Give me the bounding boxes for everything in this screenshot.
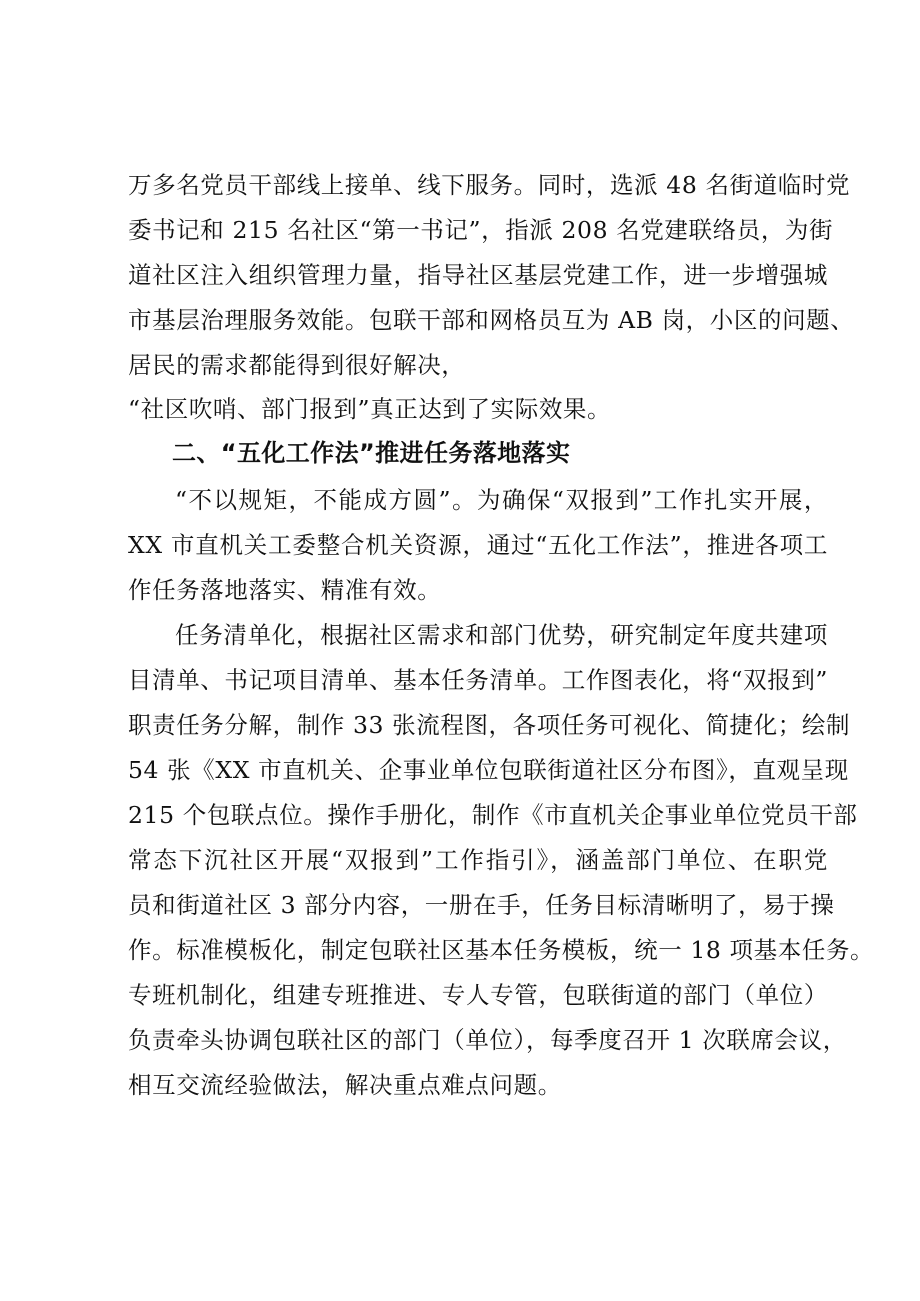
paragraph-line-11: 目清单、书记项目清单、基本任务清单。工作图表化，将“双报到” [128, 666, 829, 694]
paragraph-line-20: 相互交流经验做法，解决重点难点问题。 [128, 1071, 562, 1099]
paragraph-line-4: 市基层治理服务效能。包联干部和网格员互为 AB 岗，小区的问题、 [128, 306, 855, 334]
paragraph-line-14: 215 个包联点位。操作手册化，制作《市直机关企事业单位党员干部 [128, 801, 858, 829]
paragraph-line-1: 万多名党员干部线上接单、线下服务。同时，选派 48 名街道临时党 [128, 171, 851, 199]
paragraph-line-18: 专班机制化，组建专班推进、专人专管，包联街道的部门（单位） [128, 981, 828, 1009]
paragraph-line-17: 作。标准模板化，制定包联社区基本任务模板，统一 18 项基本任务。 [128, 936, 875, 964]
paragraph-line-10: 任务清单化，根据社区需求和部门优势，研究制定年度共建项 [175, 621, 828, 649]
paragraph-line-15: 常态下沉社区开展“双报到”工作指引》，涵盖部门单位、在职党 [128, 846, 828, 874]
paragraph-line-16: 员和街道社区 3 部分内容，一册在手，任务目标清晰明了，易于操 [128, 891, 835, 919]
paragraph-line-6: “社区吹哨、部门报到”真正达到了实际效果。 [128, 395, 612, 423]
paragraph-line-9: 作任务落地落实、精准有效。 [128, 576, 442, 604]
paragraph-line-7: “不以规矩，不能成方圆”。为确保“双报到”工作扎实开展， [175, 486, 828, 514]
paragraph-line-3: 道社区注入组织管理力量，指导社区基层党建工作，进一步增强城 [128, 261, 828, 289]
paragraph-line-8: XX 市直机关工委整合机关资源，通过“五化工作法”，推进各项工 [128, 531, 828, 559]
paragraph-line-5: 居民的需求都能得到很好解决， [128, 351, 466, 379]
paragraph-line-13: 54 张《XX 市直机关、企事业单位包联街道社区分布图》，直观呈现 [128, 756, 849, 784]
paragraph-line-12: 职责任务分解，制作 33 张流程图，各项任务可视化、简捷化；绘制 [128, 711, 851, 739]
paragraph-line-2: 委书记和 215 名社区“第一书记”，指派 208 名党建联络员，为街 [128, 216, 834, 244]
section-heading: 二、“五化工作法”推进任务落地落实 [172, 439, 571, 467]
paragraph-line-19: 负责牵头协调包联社区的部门（单位），每季度召开 1 次联席会议， [128, 1026, 847, 1054]
